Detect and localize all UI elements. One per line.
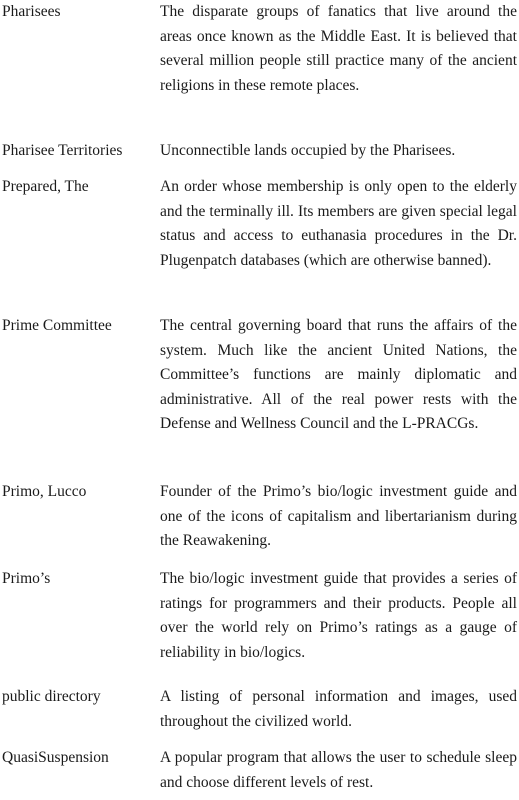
glossary-term: Prepared, The: [2, 178, 89, 195]
glossary-definition: A listing of personal information and images, used throughout the civilized world.: [160, 688, 517, 730]
glossary-definition: A popular program that allows the user to schedule sleep and choose different levels of rest.: [160, 749, 517, 791]
glossary-entry: [2, 139, 517, 164]
glossary-entry: [2, 314, 517, 437]
glossary-term: QuasiSuspension: [2, 749, 109, 766]
glossary-entry: [2, 685, 517, 734]
glossary-term: public directory: [2, 688, 101, 705]
glossary-entry: [2, 567, 517, 665]
glossary-term: Primo’s: [2, 570, 51, 587]
glossary-entry: [2, 0, 517, 98]
glossary-term: Pharisees: [2, 3, 61, 20]
glossary-term: Pharisee Territories: [2, 142, 123, 159]
glossary-entry: [2, 746, 517, 795]
glossary-definition: Unconnectible lands occupied by the Pharisees.: [160, 142, 456, 159]
glossary-term: Primo, Lucco: [2, 483, 87, 500]
glossary-definition: The disparate groups of fanatics that live around the areas once known as the Middle East. It is believed that several million people still practice many of the ancient religions in these remote places.: [160, 3, 517, 94]
glossary-definition: The bio/logic investment guide that provides a series of ratings for programmers and their products. People all over the world rely on Primo’s ratings as a gauge of reliability in bio/logics.: [160, 570, 517, 661]
glossary-definition: An order whose membership is only open to the elderly and the terminally ill. Its members are given special legal status and access to euthanasia procedures in the Dr. Plugenpatch databases (which are otherwise banned).: [160, 178, 517, 269]
glossary-definition: Founder of the Primo’s bio/logic investment guide and one of the icons of capitalism and libertarianism during the Reawakening.: [160, 483, 517, 550]
glossary-term: Prime Committee: [2, 317, 112, 334]
glossary-definition: The central governing board that runs the affairs of the system. Much like the ancient United Nations, the Committee’s functions are mainly diplomatic and administrative. All of the real power rests with the Defense and Wellness Council and the L-PRACGs.: [160, 317, 517, 433]
glossary-entry: [2, 480, 517, 554]
glossary-entry: [2, 175, 517, 273]
